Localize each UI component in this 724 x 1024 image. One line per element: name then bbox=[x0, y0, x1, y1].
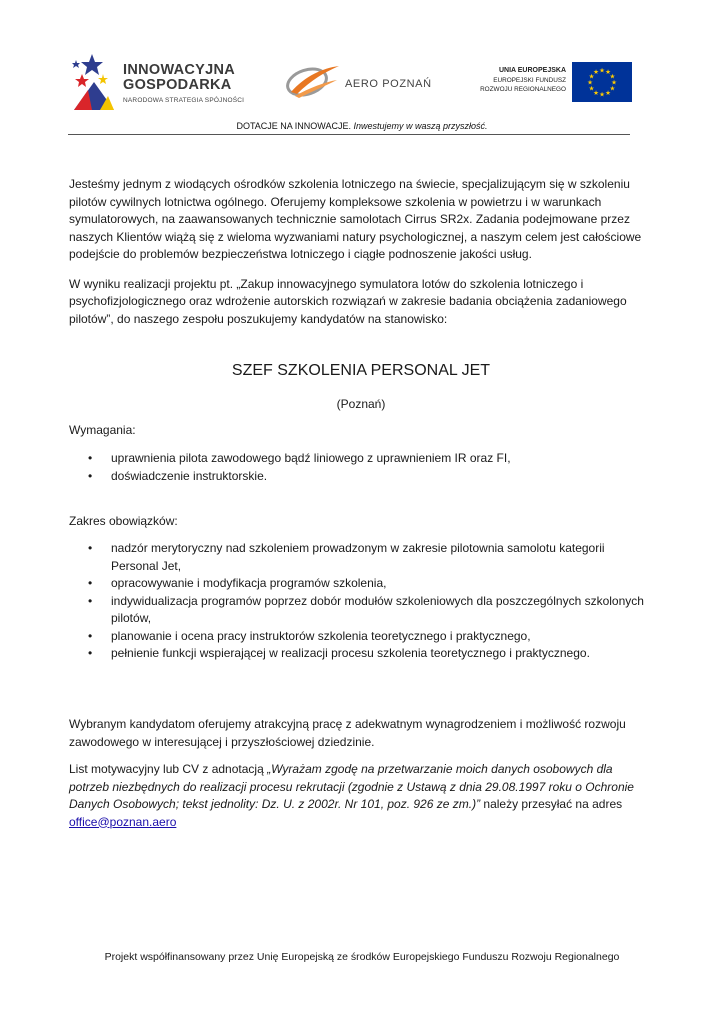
eu-flag-icon bbox=[572, 62, 632, 102]
application-instructions: List motywacyjny lub CV z adnotacją „Wyrażam zgodę na przetwarzanie moich danych osobowych dla potrzeb niezbędnych do realizacji procesu rekrutacji (zgodnie z Ustawą z dnia 29.08.1997 roku o Ochronie Danych Osobowych; tekst jednolity: Dz. U. z 2002r. Nr 101, poz. 926 ze zm.)” należy przesyłać na adres office@poznan.aero bbox=[69, 762, 634, 829]
aero-logo-text: AERO POZNAŃ bbox=[345, 78, 432, 90]
ig-stars-flag-icon bbox=[70, 52, 118, 112]
offer-paragraph: Wybranym kandydatom oferujemy atrakcyjną pracę z adekwatnym wynagrodzeniem i możliwość rozwoju zawodowego w interesującej i przyszłościowej dziedzinie. bbox=[69, 717, 626, 749]
header-tagline: DOTACJE NA INNOWACJE. Inwestujemy w waszą przyszłość. bbox=[236, 121, 488, 131]
list-item: • planowanie i ocena pracy instruktorów szkolenia teoretycznego i praktycznego, bbox=[69, 628, 653, 646]
svg-text:★: ★ bbox=[587, 78, 593, 87]
bullet-icon: • bbox=[88, 541, 93, 555]
list-item: • uprawnienia pilota zawodowego bądź liniowego z uprawnieniem IR oraz FI, bbox=[69, 450, 653, 468]
svg-text:★: ★ bbox=[599, 90, 605, 99]
requirements-heading: Wymagania: bbox=[69, 423, 136, 437]
job-location: (Poznań) bbox=[336, 397, 386, 411]
aero-swoosh-icon bbox=[285, 62, 341, 102]
requirements-list bbox=[69, 450, 653, 485]
svg-text:★: ★ bbox=[611, 78, 617, 87]
bullet-icon: • bbox=[88, 451, 93, 465]
email-link[interactable]: office@poznan.aero bbox=[69, 814, 177, 829]
responsibilities-heading: Zakres obowiązków: bbox=[69, 514, 178, 528]
eu-fund-logo bbox=[470, 62, 632, 102]
bullet-icon: • bbox=[88, 576, 93, 590]
list-item: • pełnienie funkcji wspierającej w realizacji procesu szkolenia teoretycznego i praktycznego. bbox=[69, 645, 653, 663]
svg-text:★: ★ bbox=[599, 66, 605, 75]
consent-clause: „Wyrażam zgodę na przetwarzanie moich danych osobowych dla potrzeb niezbędnych do realizacji procesu rekrutacji (zgodnie z Ustawą z dnia 29.08.1997 roku o Ochronie Danych Osobowych; tekst jednolity: Dz. U. z 2002r. Nr 101, poz. 926 ze zm.)” bbox=[69, 762, 634, 811]
bullet-icon: • bbox=[88, 628, 93, 643]
svg-text:★: ★ bbox=[609, 84, 616, 93]
svg-text:★: ★ bbox=[605, 88, 611, 97]
svg-text:★: ★ bbox=[609, 72, 616, 81]
svg-text:★: ★ bbox=[593, 88, 599, 97]
svg-text:★: ★ bbox=[588, 72, 595, 81]
header-divider bbox=[68, 134, 630, 135]
bullet-icon: • bbox=[88, 468, 93, 483]
bullet-icon: • bbox=[88, 646, 93, 660]
eu-logo-text: UNIA EUROPEJSKA EUROPEJSKI FUNDUSZ ROZWOJU REGIONALNEGO bbox=[480, 67, 566, 93]
ig-logo-subtitle: NARODOWA STRATEGIA SPÓJNOŚCI bbox=[123, 97, 245, 104]
project-paragraph: W wyniku realizacji projektu pt. „Zakup innowacyjnego symulatora lotów do szkolenia lotniczego i psychofizjologicznego oraz wdrożenie autorskich rozwiązań w zakresie badania obciążenia zadaniowego pilotów”, do naszego zespołu poszukujemy kandydatów na stanowisko: bbox=[69, 276, 627, 326]
svg-text:★: ★ bbox=[605, 68, 611, 77]
innowacyjna-gospodarka-logo bbox=[70, 52, 270, 112]
ig-logo-title: INNOWACYJNA GOSPODARKA bbox=[123, 62, 236, 93]
list-item: • doświadczenie instruktorskie. bbox=[69, 468, 653, 486]
bullet-icon: • bbox=[88, 593, 93, 608]
header-motto: Inwestujemy w waszą przyszłość. bbox=[353, 121, 488, 131]
job-posting-body bbox=[69, 176, 653, 829]
job-title: SZEF SZKOLENIA PERSONAL JET bbox=[231, 362, 491, 379]
responsibilities-list bbox=[69, 540, 653, 663]
footer-text: Projekt współfinansowany przez Unię Europejską ze środków Europejskiego Funduszu Rozwoju Regionalnego bbox=[104, 951, 620, 963]
intro-paragraph: Jesteśmy jednym z wiodących ośrodków szkolenia lotniczego na świecie, specjalizującym się w szkoleniu pilotów cywilnych lotnictwa ogólnego. Oferujemy kompleksowe szkolenia w powietrzu i w warunkach symulatorowych, na zaawansowanych technicznie samolotach Cirrus SR2x. Zadania podejmowane przez naszych Klientów wiążą się z wieloma wyzwaniami natury psychologicznej, a naszym celem jest całościowe podejście do problemów bezpieczeństwa lotniczego i ciągłe podnoszenie jakości usług. bbox=[69, 177, 642, 261]
svg-text:★: ★ bbox=[588, 84, 595, 93]
list-item: • indywidualizacja programów poprzez dobór modułów szkoleniowych dla poszczególnych szkolonych pilotów, bbox=[88, 593, 644, 625]
svg-text:★: ★ bbox=[593, 68, 599, 77]
document-header bbox=[0, 0, 724, 140]
list-item: • nadzór merytoryczny nad szkoleniem prowadzonym w zakresie pilotownia samolotu kategorii Personal Jet, bbox=[88, 541, 605, 573]
aero-poznan-logo bbox=[285, 62, 445, 102]
list-item: • opracowywanie i modyfikacja programów szkolenia, bbox=[69, 575, 653, 593]
